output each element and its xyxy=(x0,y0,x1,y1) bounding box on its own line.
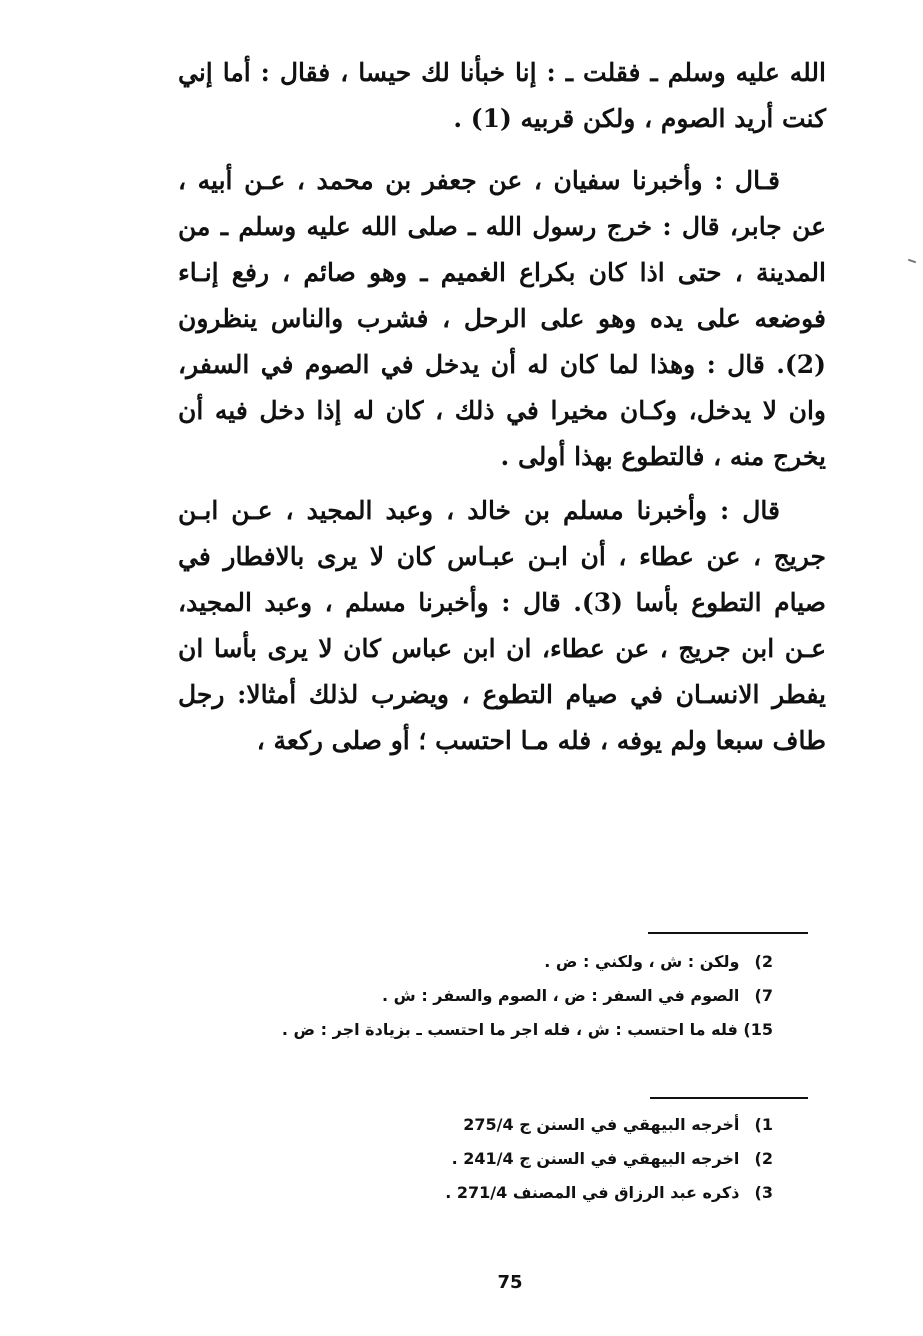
paragraph-text: قـال : وأخبرنا سفيان ، عن جعفر بن محمد ، عـن أبيه ، عن جابر، قال : خرج رسول الله ـ صلى الله عليه وسلم ـ من المدينة ، حتى اذا كان بكراع الغميم ـ وهو صائم ، رفع إنـاء فوضعه على يده وهو على الرحل ، فشرب والناس ينظرون (2). قال : وهذا لما كان له أن يدخل في الصوم في السفر، وان لا يدخل، وكـان مخيرا في ذلك ، كان له إذا دخل فيه أن يخرج منه ، فالتطوع بهذا أولى . xyxy=(178,166,826,471)
note-text: ذكره عبد الرزاق في المصنف 271/4 . xyxy=(445,1183,740,1202)
main-paragraph-2 xyxy=(178,158,826,480)
footnote-divider-sources xyxy=(650,1097,808,1099)
paragraph-text: الله عليه وسلم ـ فقلت ـ : إنا خبأنا لك حيسا ، فقال : أما إني كنت أريد الصوم ، ولكن قربيه (1) . xyxy=(178,58,826,133)
note-number: 7) xyxy=(754,986,773,1005)
note-text: اخرجه البيهقي في السنن ج 241/4 . xyxy=(451,1149,740,1168)
note-text: ولكن : ش ، ولكني : ض . xyxy=(544,952,740,971)
source-footnotes xyxy=(153,1108,773,1210)
variant-footnotes xyxy=(153,945,773,1047)
variant-note xyxy=(153,945,773,979)
source-note xyxy=(153,1108,773,1142)
note-number: 2) xyxy=(754,952,773,971)
main-paragraph-1 xyxy=(178,50,826,142)
note-number: 1) xyxy=(754,1115,773,1134)
footnote-divider-variants xyxy=(648,932,808,934)
note-text: الصوم في السفر : ض ، الصوم والسفر : ش . xyxy=(382,986,740,1005)
source-note xyxy=(153,1176,773,1210)
page-number: 75 xyxy=(497,1272,523,1293)
note-number: 2) xyxy=(754,1149,773,1168)
note-text: فله ما احتسب : ش ، فله اجر ما احتسب ـ بزيادة اجر : ض . xyxy=(281,1020,738,1039)
source-note xyxy=(153,1142,773,1176)
note-number: 15) xyxy=(743,1020,773,1039)
main-paragraph-3 xyxy=(178,488,826,764)
note-text: أخرجه البيهقي في السنن ج 275/4 xyxy=(463,1115,740,1134)
note-number: 3) xyxy=(754,1183,773,1202)
margin-scan-mark xyxy=(908,259,916,264)
paragraph-text: قال : وأخبرنا مسلم بن خالد ، وعبد المجيد ، عـن ابـن جريج ، عن عطاء ، أن ابـن عبـاس كان لا يرى بالافطار في صيام التطوع بأسا (3). قال : وأخبرنا مسلم ، وعبد المجيد، عـن ابن جريج ، عن عطاء، ان ابن عباس كان لا يرى بأسا ان يفطر الانسـان في صيام التطوع ، ويضرب لذلك أمثالا: رجل طاف سبعا ولم يوفه ، فله مـا احتسب ؛ أو صلى ركعة ، xyxy=(178,496,826,755)
variant-note xyxy=(153,1013,773,1047)
variant-note xyxy=(153,979,773,1013)
